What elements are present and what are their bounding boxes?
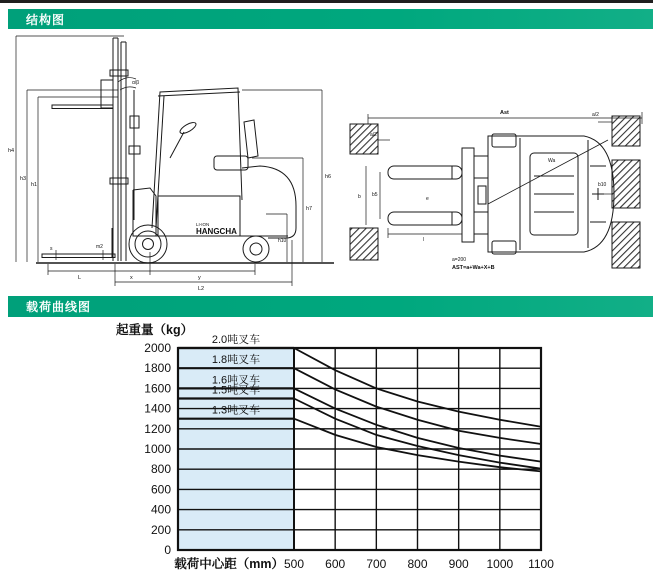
raised-fork-carriage	[52, 78, 136, 109]
dim-ast: Ast	[500, 110, 509, 116]
dim-b10: b10	[598, 182, 607, 188]
dim-wa: Wa	[548, 158, 556, 164]
y-tick-label: 0	[164, 543, 171, 557]
dim-m2: m2	[96, 244, 103, 250]
dim-b: b	[358, 194, 361, 200]
x-tick-label: 500	[283, 557, 305, 571]
top-view-drawing	[350, 110, 642, 271]
dim-h4: h4	[8, 148, 15, 154]
dim-y: y	[198, 275, 201, 281]
y-tick-label: 600	[150, 482, 171, 497]
carriage-top	[462, 148, 488, 242]
cab-overhead-guard	[152, 88, 258, 228]
dim-L: L	[78, 275, 82, 281]
capacity-curve-label: 1.8吨叉车	[211, 354, 261, 367]
dim-x: x	[130, 275, 133, 281]
dim-e: e	[426, 196, 429, 202]
y-tick-label: 1000	[144, 442, 171, 456]
x-tick-label: 1100	[528, 557, 554, 571]
dim-l: l	[423, 237, 425, 243]
y-tick-label: 1400	[144, 401, 171, 416]
y-tick-label: 400	[150, 502, 171, 517]
forks-top	[388, 166, 462, 225]
capacity-curve-label: 1.6吨叉车	[211, 374, 261, 387]
x-tick-label: 700	[366, 557, 387, 571]
y-tick-label: 1800	[144, 361, 171, 376]
capacity-curve-label: 2.0吨叉车	[211, 334, 261, 346]
formula-note-line1: a=200	[452, 257, 467, 263]
lowered-fork	[42, 228, 115, 258]
top-view-dim-lines	[366, 112, 642, 238]
capacity-curve-label: 1.3吨叉车	[211, 404, 261, 417]
dim-h7: h7	[306, 206, 313, 212]
y-tick-label: 1600	[144, 381, 171, 396]
x-tick-label: 600	[325, 557, 346, 571]
dim-a2-right: a/2	[592, 112, 599, 118]
side-view-dim-lines	[16, 36, 322, 286]
y-tick-label: 2000	[144, 341, 171, 355]
aisle-blocks	[350, 116, 640, 268]
dim-h6: h6	[325, 174, 332, 180]
dim-a2-left: a/2	[370, 132, 377, 138]
dim-s: s	[50, 246, 53, 252]
load-curve-chart	[0, 318, 653, 574]
mast	[110, 38, 140, 261]
section-title-load-curve: 载荷曲线图	[26, 300, 92, 314]
formula-note-line2: AST=a+Wa+X+B	[452, 265, 495, 271]
dim-L2: L2	[198, 286, 205, 292]
structure-drawings	[0, 28, 653, 292]
brand-li-ion: LI-ION	[196, 222, 210, 227]
y-axis-title: 起重量（kg）	[116, 323, 194, 337]
side-view-drawing	[8, 36, 334, 292]
x-tick-label: 900	[448, 557, 469, 571]
y-tick-label: 200	[150, 522, 171, 537]
y-tick-label: 800	[150, 462, 171, 477]
dim-tilt: α/β	[132, 80, 140, 86]
capacity-curve-label: 1.5吨叉车	[211, 384, 261, 397]
section-banner-structure	[8, 9, 653, 29]
top-rule	[0, 0, 653, 3]
y-tick-label: 1200	[144, 421, 171, 436]
brand-hangcha: HANGCHA	[196, 227, 237, 236]
x-tick-label: 1000	[486, 557, 514, 571]
dim-b5: b5	[372, 192, 378, 198]
capacity-curve-labels	[212, 332, 260, 417]
section-banner-load-curve	[8, 296, 653, 317]
x-axis-title: 载荷中心距（mm）	[174, 557, 284, 571]
front-wheel	[129, 225, 167, 263]
rear-wheel	[243, 236, 269, 262]
dim-h10: h10	[278, 238, 287, 244]
section-title-structure: 结构图	[26, 12, 66, 27]
dim-h3: h3	[20, 176, 27, 182]
dim-h1: h1	[31, 182, 38, 188]
x-tick-label: 800	[407, 557, 428, 571]
